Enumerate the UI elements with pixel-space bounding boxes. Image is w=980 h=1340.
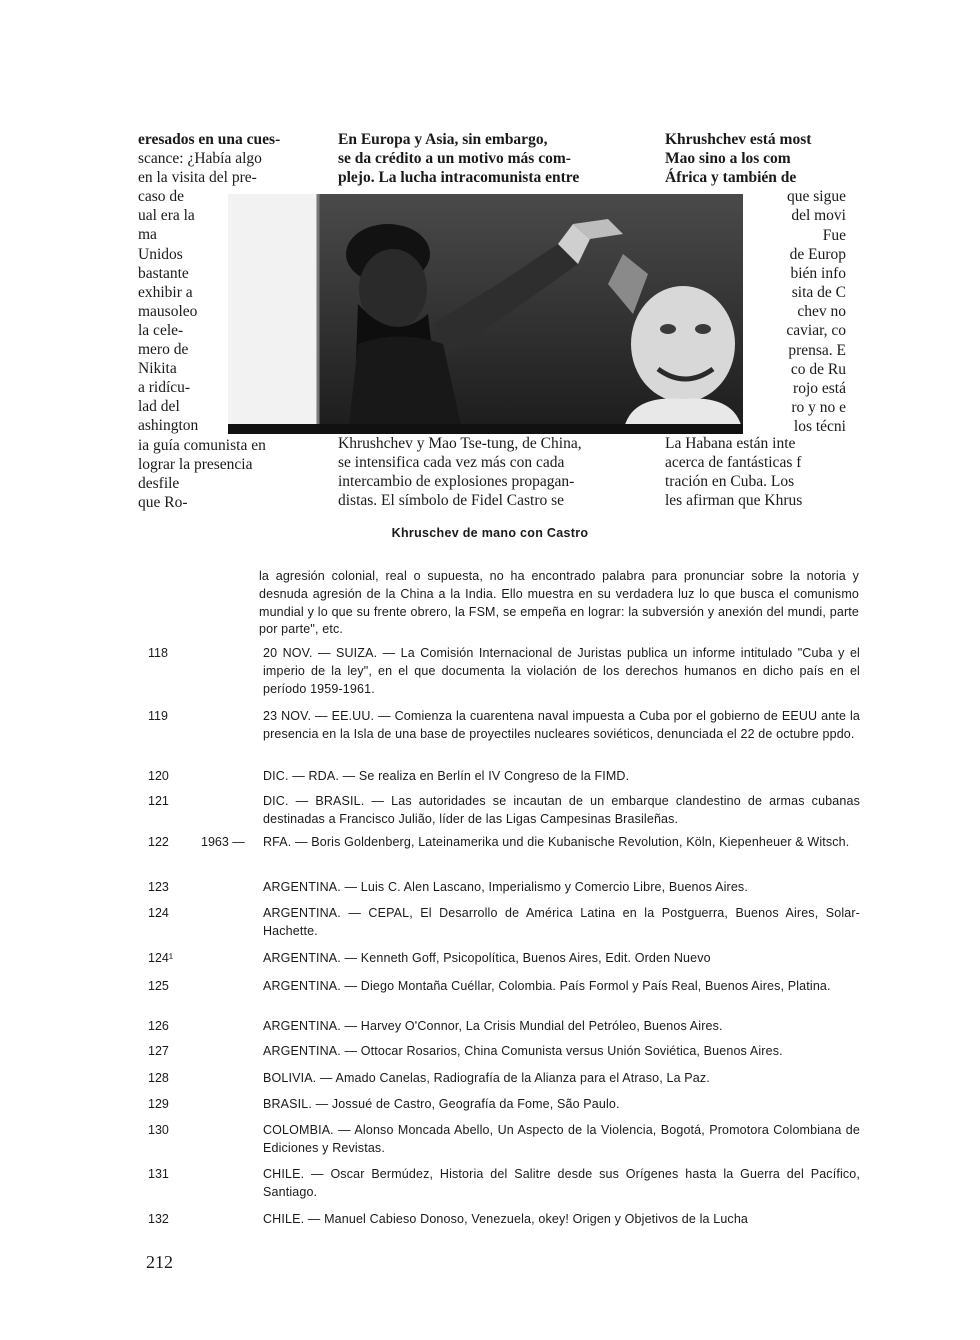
clip-line: sita de C (791, 284, 846, 302)
clip-line: bién info (790, 265, 846, 283)
entry-number: 132 (148, 1212, 169, 1226)
clip-line: Khrushchev está most (665, 131, 812, 148)
clip-line: distas. El símbolo de Fidel Castro se (338, 492, 565, 510)
clipping-column-middle (338, 130, 643, 510)
clip-line: eresados en una cues- (138, 131, 281, 148)
entry-number: 127 (148, 1044, 169, 1058)
clip-line: la cele- (138, 321, 184, 339)
entry-text: 23 NOV. — EE.UU. — Comienza la cuarentena naval impuesta a Cuba por el gobierno de EEUU ante la presencia en la Isla de una base de proyectiles nucleares soviéticos, denunciada el 22 de octubre ppdo. (263, 709, 860, 741)
entry-number: 128 (148, 1071, 169, 1085)
clipping-area (138, 130, 846, 515)
clip-line: intercambio de explosiones propagan- (338, 473, 575, 491)
clip-line: ashington (138, 417, 199, 435)
clip-line: En Europa y Asia, sin embargo, (338, 131, 548, 148)
entry-number: 122 (148, 835, 169, 849)
entry-number: 121 (148, 794, 169, 808)
clip-line: scance: ¿Había algo (138, 150, 262, 168)
entry-number: 120 (148, 769, 169, 783)
clip-line: lad del (138, 398, 180, 416)
clip-line: de Europ (789, 246, 846, 264)
clip-line: prensa. E (788, 341, 846, 359)
clip-line: se da crédito a un motivo más com- (338, 150, 571, 168)
clip-line: que sigue (787, 188, 846, 206)
clip-line: lograr la presencia (138, 455, 253, 473)
entry-number: 124 (148, 906, 169, 920)
clip-line: chev no (797, 303, 846, 321)
entry-text: CHILE. — Oscar Bermúdez, Historia del Salitre desde sus Orígenes hasta la Guerra del Pacífico, Santiago. (263, 1167, 860, 1199)
press-photo (228, 194, 743, 434)
clip-line: tración en Cuba. Los (665, 473, 795, 491)
clip-line: les afirman que Khrus (665, 492, 803, 510)
entry-text: BOLIVIA. — Amado Canelas, Radiografía de la Alianza para el Atraso, La Paz. (263, 1071, 710, 1085)
entry-number: 123 (148, 880, 169, 894)
entry-text: ARGENTINA. — Luis C. Alen Lascano, Imperialismo y Comercio Libre, Buenos Aires. (263, 880, 748, 894)
page-number: 212 (146, 1252, 173, 1272)
clip-line: ual era la (138, 207, 195, 225)
clip-line: los técni (793, 417, 846, 435)
clip-line: ro y no e (791, 398, 846, 416)
clip-line: Fue (822, 227, 846, 244)
entry-number: 130 (148, 1123, 169, 1137)
clip-line: a ridícu- (138, 379, 191, 397)
entry-text: RFA. — Boris Goldenberg, Lateinamerika und die Kubanische Revolution, Köln, Kiepenheuer & Witsch. (263, 835, 850, 849)
entry-number: 118 (148, 646, 168, 660)
clip-line: del movi (791, 207, 846, 225)
entry-text: ARGENTINA. — Diego Montaña Cuéllar, Colombia. País Formol y País Real, Buenos Aires, Platina. (263, 979, 831, 993)
clip-line: ma (138, 226, 157, 244)
entry-number: 119 (148, 709, 168, 723)
clip-line: La Habana están inte (665, 435, 796, 452)
clip-line: Unidos (138, 245, 183, 263)
entry-number: 129 (148, 1097, 169, 1111)
clip-line: mausoleo (138, 302, 198, 320)
entry-text: ARGENTINA. — CEPAL, El Desarrollo de América Latina en la Postguerra, Buenos Aires, Solar-Hachette. (263, 906, 860, 938)
entry-number: 126 (148, 1019, 169, 1033)
clip-line: que Ro- (138, 493, 188, 511)
entry-number: 125 (148, 979, 169, 993)
clip-line: co de Ru (790, 360, 846, 378)
entry-year: 1963 — (201, 835, 245, 849)
photo-caption: Khruschev de mano con Castro (391, 526, 589, 540)
entry-number: 131 (148, 1167, 169, 1181)
entry-text: DIC. — RDA. — Se realiza en Berlín el IV Congreso de la FIMD. (263, 769, 630, 783)
clip-line: caviar, co (786, 322, 846, 340)
entry-text: BRASIL. — Jossué de Castro, Geografía da Fome, São Paulo. (263, 1097, 620, 1111)
clip-line: Mao sino a los com (665, 150, 791, 168)
clip-line: se intensifica cada vez más con cada (338, 454, 565, 472)
clip-line: Nikita (138, 360, 177, 378)
entry-text: 20 NOV. — SUIZA. — La Comisión Internacional de Juristas publica un informe intitulado "Cuba y el imperio de la ley", en el que documenta la violación de los derechos humanos en dicho país en el período 1959-1961. (263, 646, 860, 696)
clip-line: Khrushchev y Mao Tse-tung, de China, (338, 435, 582, 452)
entry-text: ARGENTINA. — Ottocar Rosarios, China Comunista versus Unión Soviética, Buenos Aires. (263, 1044, 783, 1058)
intro-paragraph: la agresión colonial, real o supuesta, no ha encontrado palabra para pronunciar sobre la notoria y desnuda agresión de la China a la India. Ello muestra en su verdadera luz lo que busca el comunismo mundial y lo que su frente obrero, la FSM, se empeña en lograr: la subversión y anexión del mundi, parte por parte", etc. (259, 569, 859, 637)
photo-illustration (228, 194, 743, 434)
clip-line: rojo está (793, 379, 846, 397)
clip-line: bastante (138, 264, 189, 282)
entry-number: 124¹ (148, 951, 174, 965)
clip-line: en la visita del pre- (138, 169, 257, 187)
entry-text: CHILE. — Manuel Cabieso Donoso, Venezuela, okey! Origen y Objetivos de la Lucha (263, 1212, 749, 1226)
clip-line: África y también de (665, 169, 797, 187)
clip-line: plejo. La lucha intracomunista entre (338, 169, 580, 187)
clip-line: acerca de fantásticas f (665, 454, 802, 472)
clip-line: mero de (138, 341, 189, 359)
entry-text: ARGENTINA. — Kenneth Goff, Psicopolítica, Buenos Aires, Edit. Orden Nuevo (263, 951, 711, 965)
clip-line: desfile (138, 474, 180, 492)
clip-line: exhibir a (138, 283, 193, 301)
clip-line: ia guía comunista en (138, 436, 266, 454)
clip-line: caso de (138, 188, 185, 206)
entry-text: ARGENTINA. — Harvey O'Connor, La Crisis Mundial del Petróleo, Buenos Aires. (263, 1019, 723, 1033)
entry-text: COLOMBIA. — Alonso Moncada Abello, Un Aspecto de la Violencia, Bogotá, Promotora Colombiana de Ediciones y Revistas. (263, 1123, 860, 1155)
entry-text: DIC. — BRASIL. — Las autoridades se incautan de un embarque clandestino de armas cubanas destinadas a Francisco Julião, líder de las Ligas Campesinas Brasileñas. (263, 794, 860, 826)
